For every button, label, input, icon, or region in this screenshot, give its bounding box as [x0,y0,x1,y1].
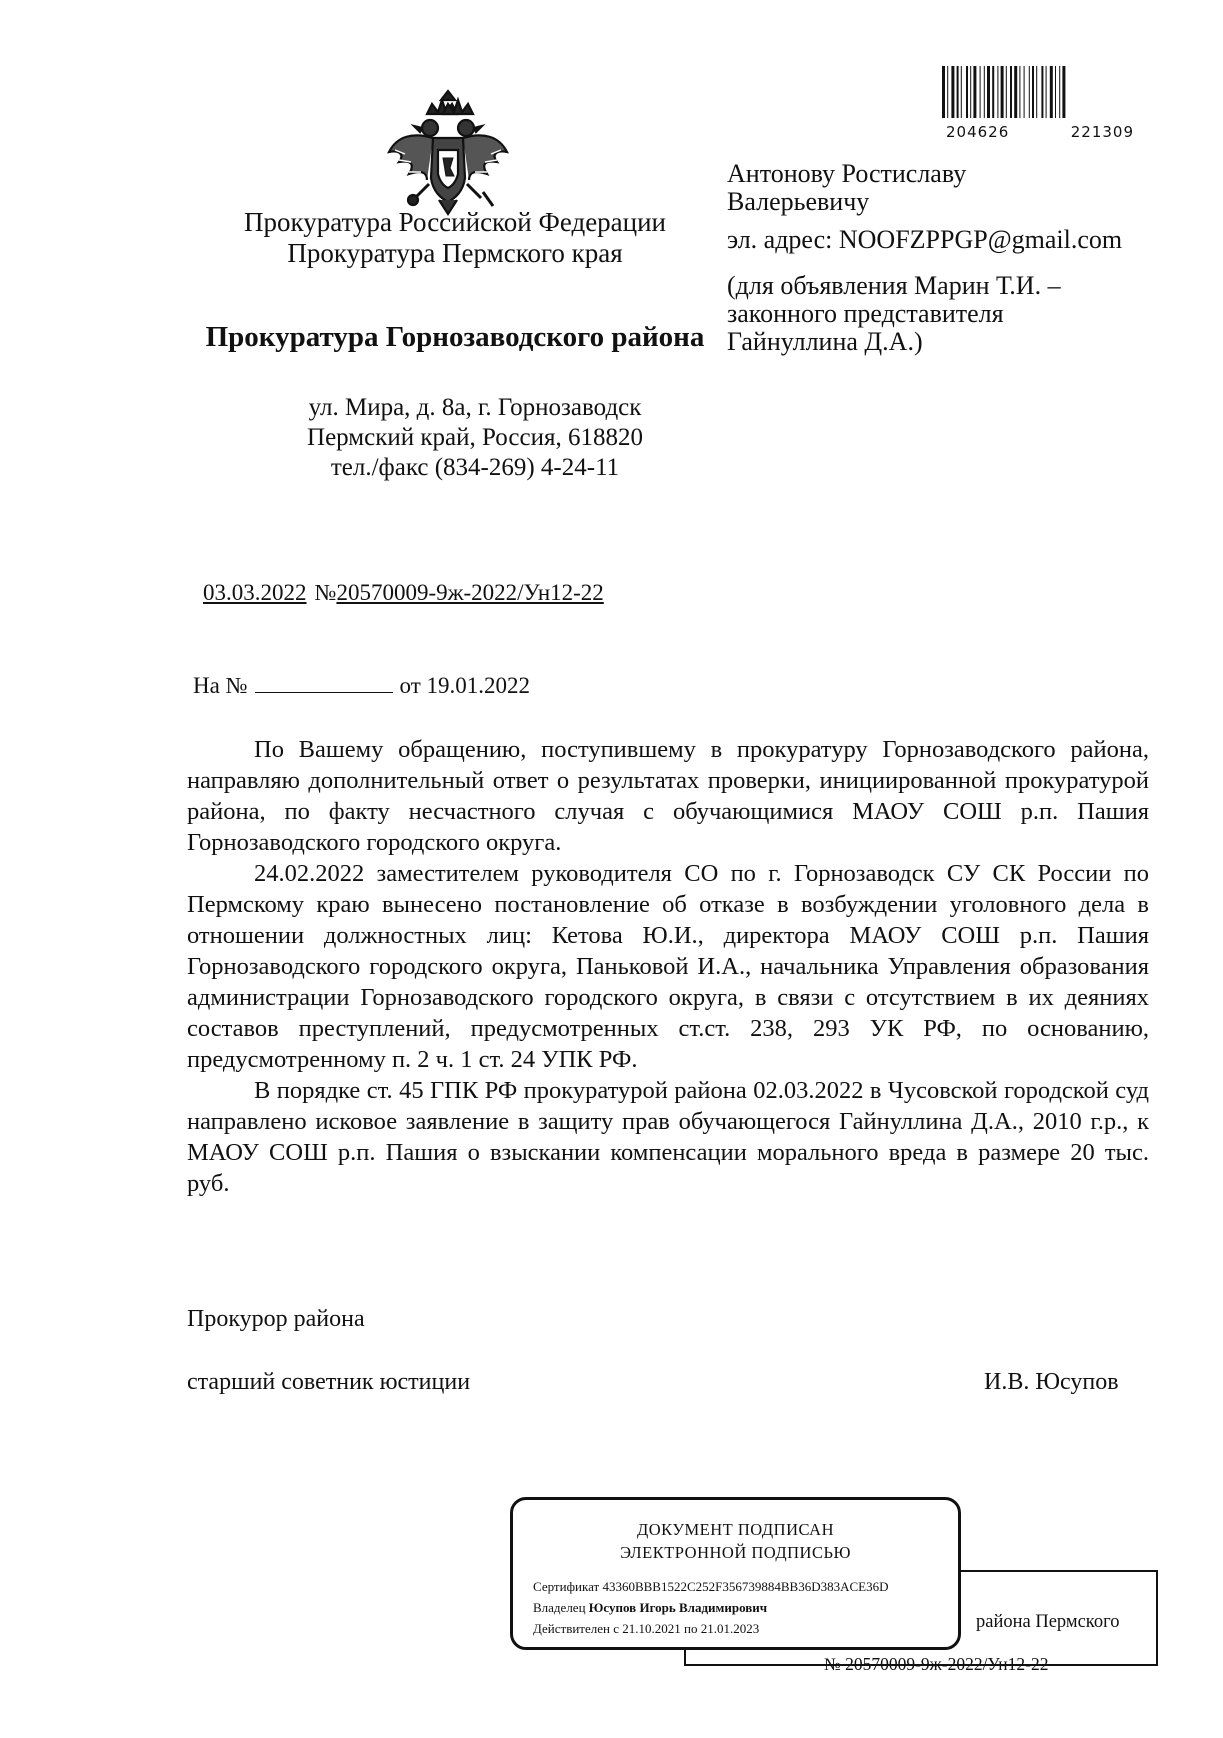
agency-name-federal: Прокуратура Российской Федерации [243,207,667,237]
owner-label: Владелец [533,1600,586,1615]
barcode-bar [992,66,994,118]
address-phone: тел./факс (834-269) 4-24-11 [330,454,620,481]
reference-number-blank [255,672,393,693]
barcode-number-right: 221309 [1070,123,1134,141]
document-barcode [940,66,1140,141]
barcode-bar [980,66,981,118]
barcode-bar [1055,66,1056,118]
barcode-bar [942,66,945,118]
certificate-value: 43360BBB1522C252F356739884BB36D383ACE36D [602,1579,889,1594]
barcode-bar [970,66,971,118]
registration-stamp-office: района Пермского [976,1612,1120,1632]
registration-number-prefix: № [314,580,337,605]
valid-to-label: по [684,1621,698,1636]
barcode-bar [961,66,962,118]
body-paragraph-1: По Вашему обращению, поступившему в прокуратуру Горнозаводского района, направляю дополнительный ответ о результатах проверки, инициированной прокуратурой района, по факту несчастного случая с обучающимися МАОУ СОШ р.п. Пашия Горнозаводского городского округа. [187,736,1149,856]
recipient-note-line1: (для объявления Марин Т.И. – [727,271,1061,300]
barcode-bar [966,66,968,118]
reference-date: от 19.01.2022 [399,673,531,698]
e-signature-certificate [533,1579,888,1595]
barcode-bar [1050,66,1053,118]
barcode-bar [973,66,976,118]
registration-number: 20570009-9ж-2022/Ун12-22 [336,580,604,605]
barcode-bar [1059,66,1060,118]
barcode-bar [947,66,948,118]
barcode-bar [957,66,959,118]
barcode-bar [1032,66,1034,118]
e-signature-validity [533,1621,759,1637]
office-name: Прокуратура Горнозаводского района [205,321,705,353]
e-signature-title-1: ДОКУМЕНТ ПОДПИСАН [636,1520,834,1539]
signatory-name: И.В. Юсупов [984,1369,1119,1395]
recipient-name-line2: Валерьевичу [727,187,870,216]
registration-date: 03.03.2022 [203,580,307,605]
barcode-bar [1062,66,1065,118]
barcode-bars [940,66,1140,118]
barcode-bar [987,66,990,118]
owner-value: Юсупов Игорь Владимирович [588,1600,768,1615]
body-paragraph-3: В порядке ст. 45 ГПК РФ прокуратурой района 02.03.2022 в Чусовской городской суд направлено исковое заявление в защиту прав обучающегося Гайнуллина Д.А., 2010 г.р., к МАОУ СОШ р.п. Пашия о взыскании компенсации морального вреда в размере 20 тыс. руб. [187,1077,1149,1197]
barcode-bar [1036,66,1037,118]
recipient-name-line1: Антонову Ростиславу [727,159,967,188]
barcode-bar [1006,66,1007,118]
letter-body [187,734,1149,1199]
e-signature-owner [533,1600,767,1616]
barcode-bar [1046,66,1047,118]
signatory-rank: старший советник юстиции [187,1369,471,1395]
recipient-note-line2: законного представителя [727,299,1004,328]
coat-of-arms-emblem [383,88,513,218]
valid-from-value: 21.10.2021 [622,1621,681,1636]
recipient-note-line3: Гайнуллина Д.А.) [727,327,923,356]
barcode-bar [984,66,985,118]
barcode-bar [1019,66,1020,118]
barcode-number-left: 204626 [946,123,1010,141]
barcode-bar [1041,66,1043,118]
e-signature-title-2: ЭЛЕКТРОННОЙ ПОДПИСЬЮ [620,1543,851,1562]
valid-from-label: Действителен с [533,1621,619,1636]
registration-stamp-number: № 20570009-9ж-2022/Ун12-22 [824,1654,1049,1674]
agency-name-regional: Прокуратура Пермского края [287,238,623,268]
barcode-bar [1010,66,1012,118]
barcode-bar [1014,66,1017,118]
electronic-signature-stamp [510,1497,961,1650]
barcode-bar [1029,66,1030,118]
barcode-bar [1024,66,1025,118]
registration-line [193,580,604,606]
address-street: ул. Мира, д. 8а, г. Горнозаводск [308,394,642,421]
signatory-position: Прокурор района [187,1306,365,1332]
barcode-bar [951,66,954,118]
certificate-label: Сертификат [533,1579,600,1594]
reference-prefix: На № [193,673,248,698]
body-paragraph-2: 24.02.2022 заместителем руководителя СО по г. Горнозаводск СУ СК России по Пермскому краю вынесено постановление об отказе в возбуждении уголовного дела в отношении должностных лиц: Кетова Ю.И., директора МАОУ СОШ р.п. Пашия Горнозаводского городского округа, Паньковой И.А., начальника Управления образования администрации Горнозаводского городского округа, в связи с отсутствием в их деяниях составов преступлений, предусмотренных ст.ст. 238, 293 УК РФ, по основанию, предусмотренному п. 2 ч. 1 ст. 24 УПК РФ. [187,860,1149,1073]
recipient-email: эл. адрес: NOOFZPPGP@gmail.com [727,225,1123,254]
reference-line [193,672,530,699]
barcode-bar [1001,66,1004,118]
valid-to-value: 21.01.2023 [700,1621,760,1636]
barcode-bar [997,66,998,118]
address-region: Пермский край, Россия, 618820 [307,424,643,451]
